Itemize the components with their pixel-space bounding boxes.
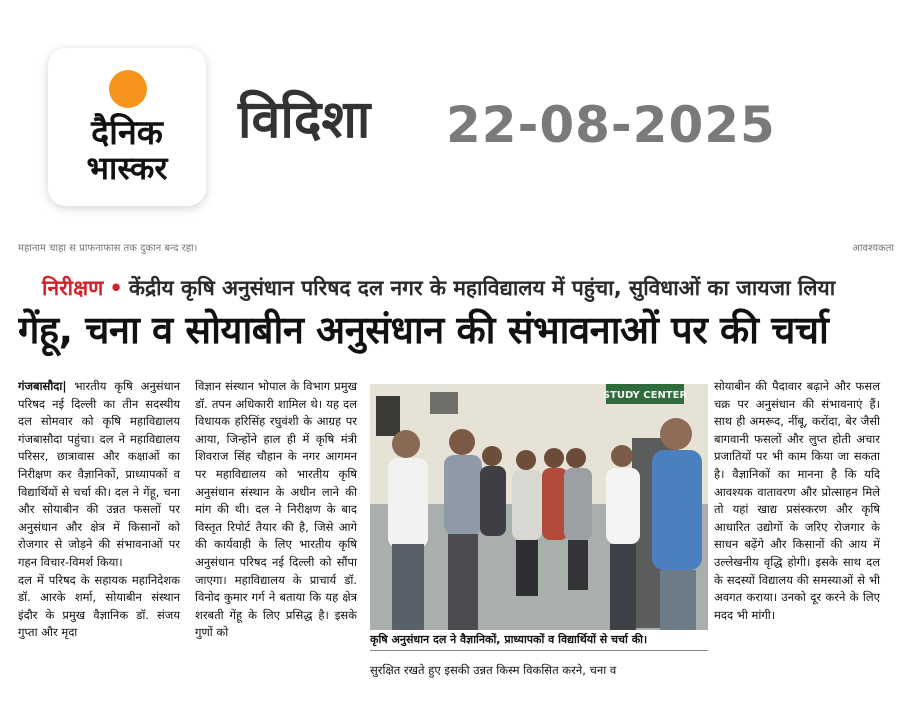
article-column-2: विज्ञान संस्थान भोपाल के विभाग प्रमुख डॉ. तपन अधिकारी शामिल थे। यह दल विधायक हरिसिंह रघुवंशी के आग्रह पर आया, जिन्होंने हाल ही में कृषि मंत्री शिवराज सिंह चौहान के नगर आगमन पर महाविद्यालय को भारतीय कृषि अनुसंधान संस्थान के अधीन लाने की मांग की थी। दल ने निरीक्षण के बाद विस्तृत रिपोर्ट तैयार की है, जिसे आगे की कार्यवाही के लिए भारतीय कृषि अनुसंधान परिषद नई दिल्ली को सौंपा जाएगा। महाविद्यालय के प्राचार्य डॉ. विनोद कुमार गर्ग ने बताया कि यह क्षेत्र शरबती गेंहू के लिए प्रसिद्ध है। इसके गुणों को xyxy=(195,379,357,640)
kicker-tag: निरीक्षण xyxy=(42,276,104,300)
article-column-3-continuation: सुरक्षित रखते हुए इसकी उन्नत किस्म विकसित करने, चना व xyxy=(370,663,617,677)
logo-line1: दैनिक xyxy=(91,113,163,153)
news-photo xyxy=(370,384,708,630)
article-kicker xyxy=(42,274,892,302)
article-headline: गेंहू, चना व सोयाबीन अनुसंधान की संभावनाओं पर की चर्चा xyxy=(18,308,829,352)
kicker-bullet: • xyxy=(109,276,123,300)
news-clipping xyxy=(18,240,898,705)
column-1-para-1: भारतीय कृषि अनुसंधान परिषद नई दिल्ली का तीन सदस्यीय दल सोमवार को कृषि महाविद्यालय गंजबासौदा पहुंचा। दल ने महाविद्यालय परिसर, छात्रावास और कक्षाओं का निरीक्षण कर वैज्ञानिकों, प्राध्यापकों व विद्यार्थियों से चर्चा की। दल ने गेंहू, चना और सोयाबीन की उन्नत फसलों पर अनुसंधान और क्षेत्र में किसानों को रोजगार से जोड़ने की संभावनाओं पर गहन विचार-विमर्श किया। xyxy=(18,379,180,569)
photo-caption: कृषि अनुसंधान दल ने वैज्ञानिकों, प्राध्यापकों व विद्यार्थियों से चर्चा की। xyxy=(370,633,648,646)
cut-previous-article: महानाम चाहा स प्राफनाफास तक दुकान बन्द रहा। xyxy=(18,243,198,254)
caption-divider xyxy=(370,650,708,651)
article-column-4: सोयाबीन की पैदावार बढ़ाने और फसल चक्र पर अनुसंधान की संभावनाएं हैं। साथ ही अमरूद, नींबू, करोंदा, बेर जैसी बागवानी फसलों और लुप्त होती अचार प्रजातियों पर भी काम किया जा सकता है। वैज्ञानिकों का मानना है कि यदि आवश्यक वातावरण और प्रोत्साहन मिले तो यहां खाद्य प्रसंस्करण और कृषि आधारित उद्योगों के जरिए रोजगार के साधन बढ़ेंगे और किसानों की आय में उल्लेखनीय वृद्धि होगी। इसके साथ दल के सदस्यों विद्यालय की समस्याओं से भी अवगत कराया। उनको दूर करने के लिए मदद भी मांगी। xyxy=(714,379,880,622)
dainik-bhaskar-logo xyxy=(48,48,206,206)
group-inspection-photo xyxy=(370,384,708,630)
city-title: विदिशा xyxy=(238,90,371,150)
column-1-para-2: दल में परिषद के सहायक महानिदेशक डॉ. आरके शर्मा, सोयाबीन संस्थान इंदौर के प्रमुख वैज्ञानिक डॉ. संजय गुप्ता और मृदा xyxy=(18,572,180,640)
kicker-text: केंद्रीय कृषि अनुसंधान परिषद दल नगर के महाविद्यालय में पहुंचा, सुविधाओं का जायजा लिया xyxy=(128,276,836,300)
cut-previous-article-right: आवश्यकता xyxy=(852,243,894,254)
dateline: गंजबासौदा| xyxy=(18,379,67,393)
edition-date: 22-08-2025 xyxy=(446,96,776,154)
study-center-sign: STUDY CENTER xyxy=(602,390,688,401)
sun-icon xyxy=(109,70,147,108)
logo-line2: भास्कर xyxy=(86,149,168,187)
article-column-1 xyxy=(18,378,180,642)
